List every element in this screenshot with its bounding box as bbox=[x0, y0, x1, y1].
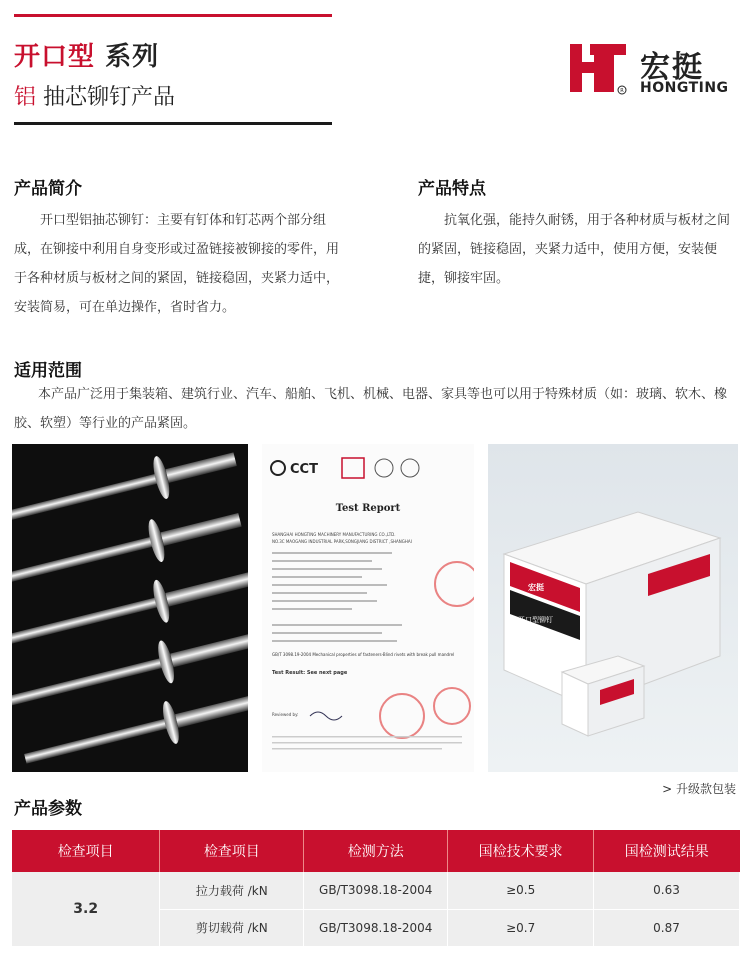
title-red-part: 开口型 bbox=[14, 42, 96, 72]
report-heading: Test Report bbox=[335, 503, 401, 514]
scope-paragraph: 本产品广泛用于集装箱、建筑行业、汽车、船舶、飞机、机械、电器、家具等也可以用于特殊材质（如：玻璃、软木、橡胶、软塑）等行业的产品紧固。 bbox=[14, 387, 728, 431]
table-header-cell: 检查项目 bbox=[160, 830, 304, 872]
brand-logo bbox=[568, 40, 744, 100]
page-subtitle bbox=[14, 80, 175, 111]
svg-text:R: R bbox=[620, 88, 624, 94]
table-header-cell: 检查项目 bbox=[12, 830, 160, 872]
upgrade-packaging-caption: > 升级款包装 bbox=[662, 782, 736, 796]
params-table bbox=[12, 830, 740, 947]
page-header bbox=[0, 0, 750, 140]
features-paragraph: 抗氧化强，能持久耐锈，用于各种材质与板材之间的紧固，链接稳固，夹紧力适中，使用方便，安装便捷，铆接牢固。 bbox=[418, 213, 731, 286]
report-brand: CCT bbox=[290, 462, 318, 477]
table-header-cell: 国检测试结果 bbox=[594, 830, 740, 872]
report-reviewed: Reviewed by: bbox=[272, 712, 299, 717]
page-title bbox=[14, 36, 159, 73]
report-address: NO.3C MAOGANG INDUSTRIAL PARK,SONGJIANG DISTRICT ,SHANGHAI bbox=[272, 539, 412, 544]
features-heading: 产品特点 bbox=[418, 179, 486, 199]
subtitle-red-part: 铝 bbox=[14, 85, 37, 110]
rivets-illustration bbox=[12, 444, 248, 772]
method-cell: GB/T3098.18-2004 bbox=[304, 909, 448, 946]
table-header-cell: 国检技术要求 bbox=[448, 830, 594, 872]
report-client: SHANGHAI HONGTING MACHINERY MANUFACTURING CO.,LTD. bbox=[272, 532, 396, 537]
requirement-cell: ≥0.7 bbox=[448, 909, 594, 946]
intro-heading: 产品简介 bbox=[14, 179, 82, 199]
subtitle-dark-part: 抽芯铆钉产品 bbox=[43, 85, 176, 110]
spec-cell: 3.2 bbox=[12, 872, 160, 946]
packaging-photo bbox=[488, 444, 738, 772]
intro-paragraph: 开口型铝抽芯铆钉：主要有钉体和钉芯两个部分组成，在铆接中利用自身变形或过盈链接被铆接的零件，用于各种材质与板材之间的紧固，链接稳固，夹紧力适中，安装简易，可在单边操作，省时省力。 bbox=[14, 213, 340, 315]
test-report-document bbox=[262, 444, 474, 772]
table-header-row bbox=[12, 830, 740, 872]
item-cell: 拉力载荷 /kN bbox=[160, 872, 304, 909]
logo-english-name: HONGTING bbox=[640, 80, 729, 96]
method-cell: GB/T3098.18-2004 bbox=[304, 872, 448, 909]
title-dark-part: 系列 bbox=[105, 42, 160, 72]
header-top-rule bbox=[14, 14, 332, 17]
header-bottom-rule bbox=[14, 122, 332, 125]
item-cell: 剪切载荷 /kN bbox=[160, 909, 304, 946]
result-cell: 0.63 bbox=[594, 872, 740, 909]
rivets-photo bbox=[12, 444, 248, 772]
table-header-cell: 检测方法 bbox=[304, 830, 448, 872]
report-standard: GB/T 3098.19-2004 Mechanical properties of fasteners-Blind rivets with break pull mandrel bbox=[272, 652, 455, 657]
packaging-box-illustration bbox=[488, 444, 738, 772]
ht-logo-icon bbox=[568, 40, 628, 96]
box-brand: 宏挺 bbox=[528, 583, 544, 592]
params-heading: 产品参数 bbox=[14, 799, 82, 819]
scope-heading: 适用范围 bbox=[14, 361, 82, 381]
table-row bbox=[12, 872, 740, 909]
box-label: 开口型铆钉 bbox=[518, 616, 553, 624]
logo-chinese-name: 宏挺 bbox=[640, 50, 704, 85]
requirement-cell: ≥0.5 bbox=[448, 872, 594, 909]
test-report-photo bbox=[262, 444, 474, 772]
result-cell: 0.87 bbox=[594, 909, 740, 946]
report-result: Test Result: See next page bbox=[272, 670, 348, 676]
